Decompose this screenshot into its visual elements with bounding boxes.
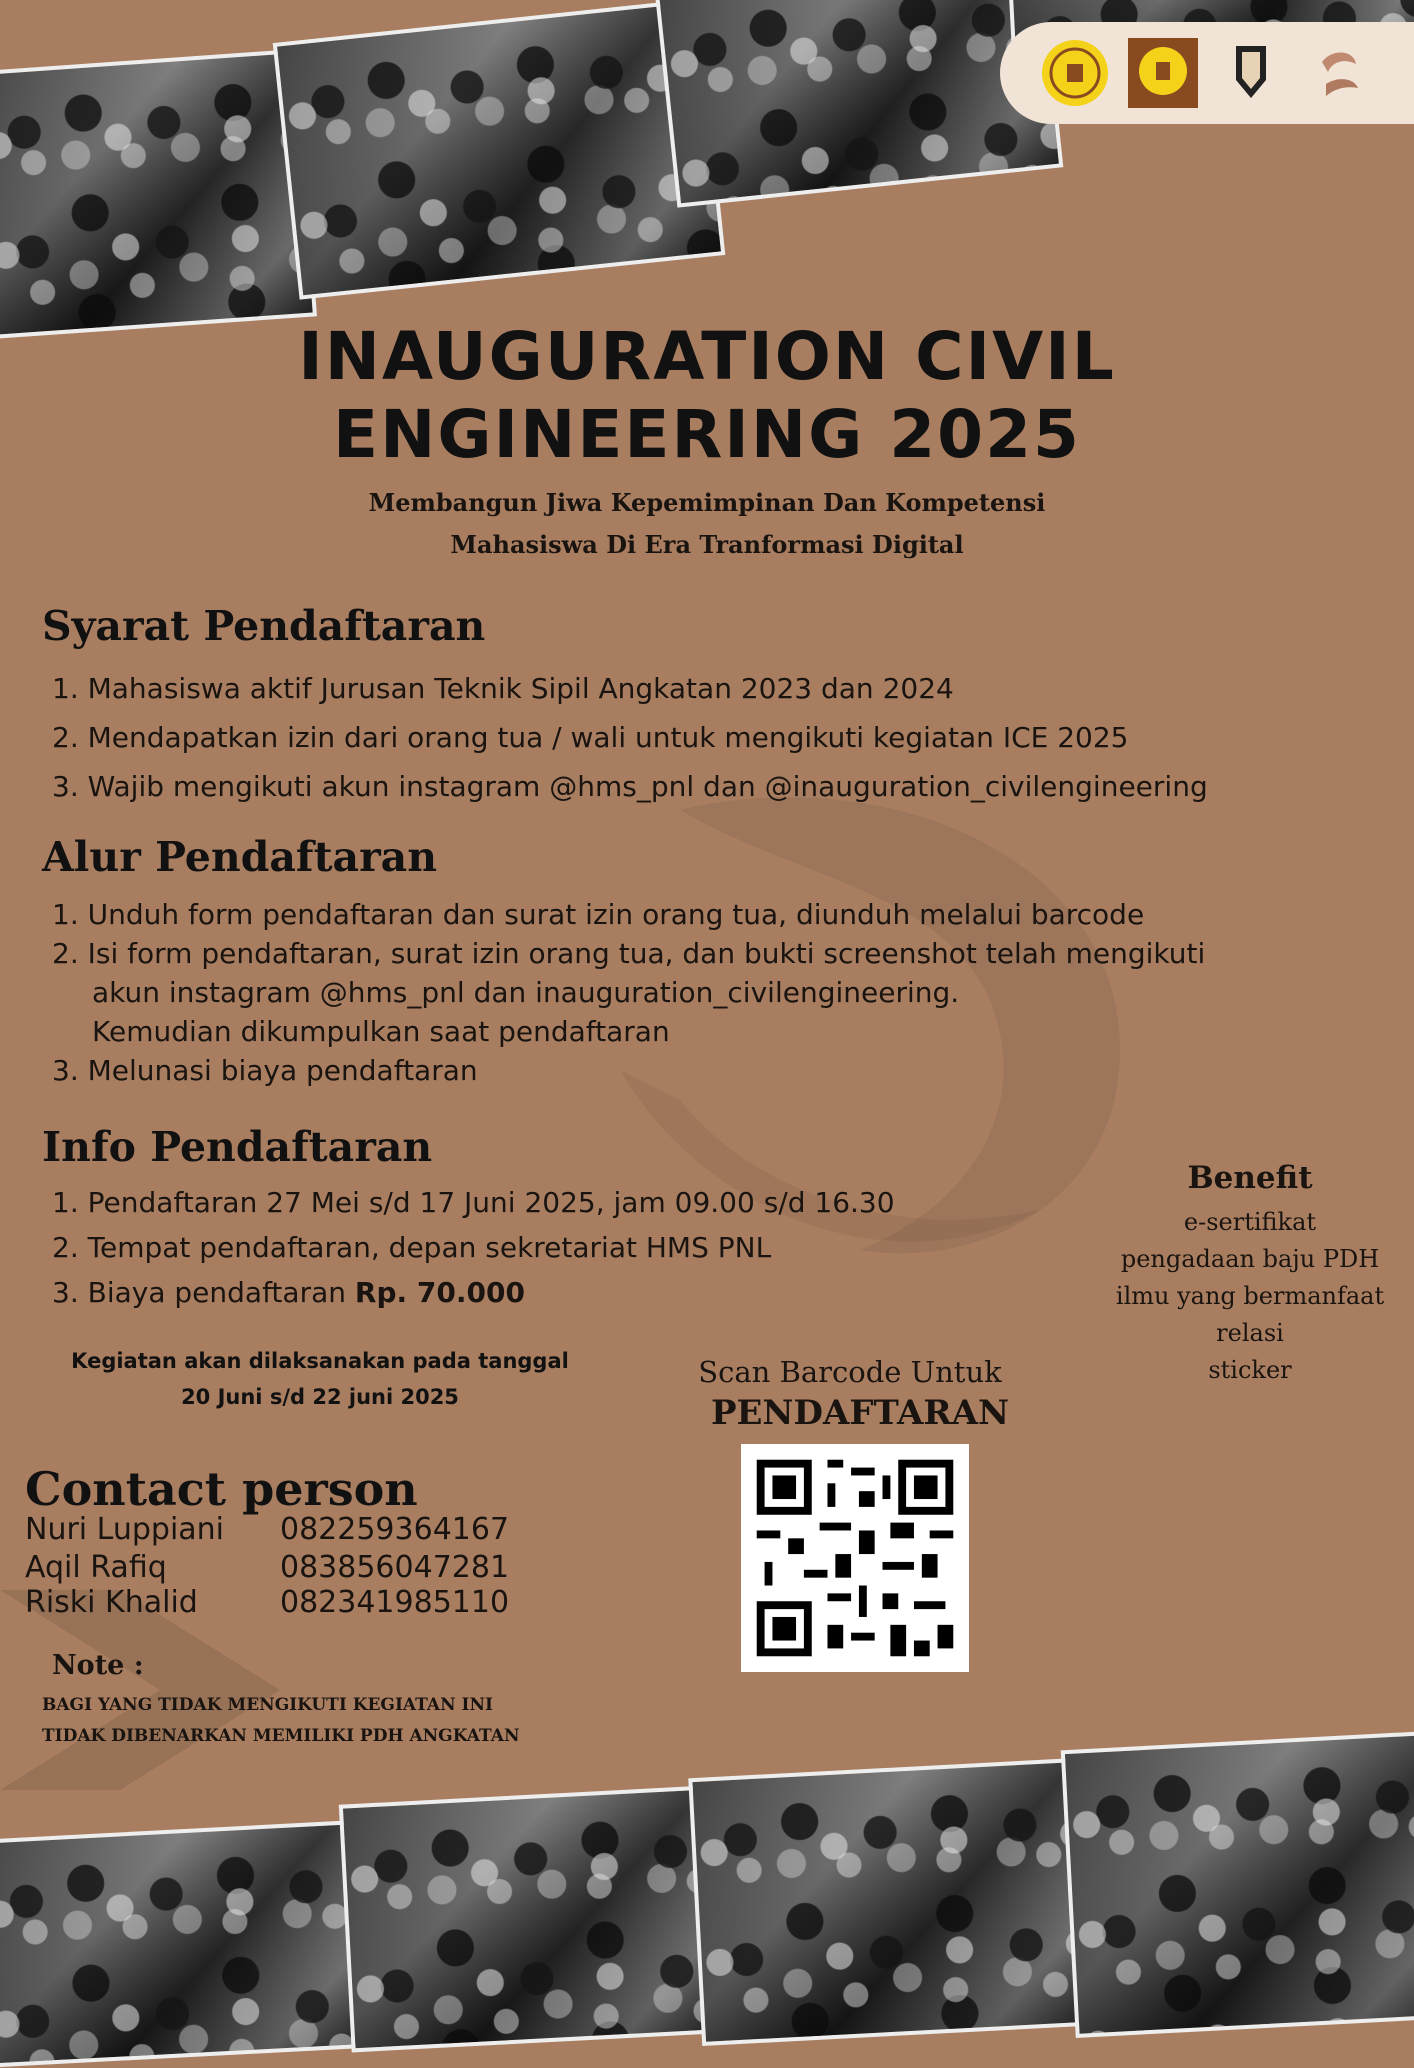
- contact-phone: 082341985110: [280, 1585, 510, 1620]
- benefit-item: relasi: [1216, 1319, 1284, 1347]
- info-heading: Info Pendaftaran: [42, 1123, 433, 1171]
- alur-heading: Alur Pendaftaran: [42, 833, 438, 881]
- syarat-list: [52, 664, 1208, 811]
- event-title-line1: INAUGURATION CIVIL: [298, 318, 1116, 395]
- list-item: 2. Isi form pendaftaran, surat izin orang tua, dan bukti screenshot telah mengikuti: [52, 937, 1206, 970]
- collage-photo-bottom-3: [688, 1758, 1089, 2046]
- sponsor-logos: [1000, 22, 1414, 124]
- subtitle-line2: Mahasiswa Di Era Tranformasi Digital: [450, 530, 964, 559]
- collage-photo-bottom-1: [0, 1820, 364, 2067]
- list-item: [52, 1270, 895, 1315]
- university-logo-icon: [1040, 38, 1110, 108]
- collage-photo-top-3: [655, 0, 1064, 208]
- list-item: Kemudian dikumpulkan saat pendaftaran: [92, 1015, 670, 1048]
- event-title: [0, 318, 1414, 474]
- contact-row: [25, 1512, 509, 1547]
- collage-photo-bottom-4: [1061, 1730, 1414, 2038]
- list-item: 1. Pendaftaran 27 Mei s/d 17 Juni 2025, jam 09.00 s/d 16.30: [52, 1186, 895, 1219]
- contact-phone: 083856047281: [280, 1550, 510, 1585]
- list-item: 2. Tempat pendaftaran, depan sekretariat HMS PNL: [52, 1231, 772, 1264]
- subtitle-line1: Membangun Jiwa Kepemimpinan Dan Kompetensi: [368, 488, 1046, 517]
- contact-row: [25, 1550, 509, 1585]
- benefit-item: e-sertifikat: [1183, 1208, 1317, 1236]
- note-text: BAGI YANG TIDAK MENGIKUTI KEGIATAN INI TIDAK DIBENARKAN MEMILIKI PDH ANGKATAN: [42, 1695, 520, 1746]
- list-item: 1. Unduh form pendaftaran dan surat izin orang tua, diunduh melalui barcode: [52, 898, 1145, 931]
- qr-code-icon: [741, 1444, 969, 1672]
- contact-heading: Contact person: [25, 1462, 418, 1516]
- scan-title: PENDAFTARAN: [710, 1393, 1010, 1433]
- event-date-notice: [20, 1343, 620, 1415]
- alur-list: [52, 895, 1205, 1090]
- contact-phone: 082259364167: [280, 1512, 510, 1547]
- collage-photo-top-2: [273, 0, 726, 300]
- contact-row: [25, 1585, 509, 1620]
- contact-name: Riski Khalid: [25, 1585, 198, 1620]
- event-date-line1: Kegiatan akan dilaksanakan pada tanggal: [71, 1349, 569, 1373]
- benefit-item: pengadaan baju PDH: [1120, 1245, 1380, 1273]
- list-item: 3. Wajib mengikuti akun instagram @hms_pnl dan @inauguration_civilengineering: [52, 770, 1208, 803]
- collage-photo-top-1: [0, 49, 317, 339]
- hms-logo-icon: [1216, 38, 1286, 108]
- list-item: 1. Mahasiswa aktif Jurusan Teknik Sipil Angkatan 2023 dan 2024: [52, 672, 954, 705]
- note-heading: Note :: [52, 1650, 144, 1681]
- benefit-heading: Benefit: [1187, 1160, 1313, 1196]
- event-subtitle: [0, 482, 1414, 566]
- list-item: akun instagram @hms_pnl dan inauguration_civilengineering.: [92, 976, 960, 1009]
- contact-name: Aqil Rafiq: [25, 1550, 167, 1585]
- ice-logo-icon: [1304, 38, 1374, 108]
- event-date-line2: 20 Juni s/d 22 juni 2025: [181, 1385, 459, 1409]
- registration-qr-code[interactable]: [741, 1444, 969, 1672]
- contact-name: Nuri Luppiani: [25, 1512, 225, 1547]
- fee-amount: Rp. 70.000: [354, 1276, 525, 1309]
- scan-label: Scan Barcode Untuk: [698, 1355, 1002, 1389]
- fee-label: 3. Biaya pendaftaran: [52, 1276, 355, 1309]
- benefit-item: ilmu yang bermanfaat: [1115, 1282, 1385, 1310]
- list-item: 3. Melunasi biaya pendaftaran: [52, 1054, 478, 1087]
- collage-photo-bottom-2: [339, 1786, 719, 2053]
- syarat-heading: Syarat Pendaftaran: [42, 602, 486, 650]
- info-list: [52, 1180, 895, 1315]
- list-item: 2. Mendapatkan izin dari orang tua / wali untuk mengikuti kegiatan ICE 2025: [52, 721, 1129, 754]
- department-logo-icon: [1128, 38, 1198, 108]
- benefit-item: sticker: [1208, 1356, 1292, 1384]
- event-title-line2: ENGINEERING 2025: [333, 396, 1081, 473]
